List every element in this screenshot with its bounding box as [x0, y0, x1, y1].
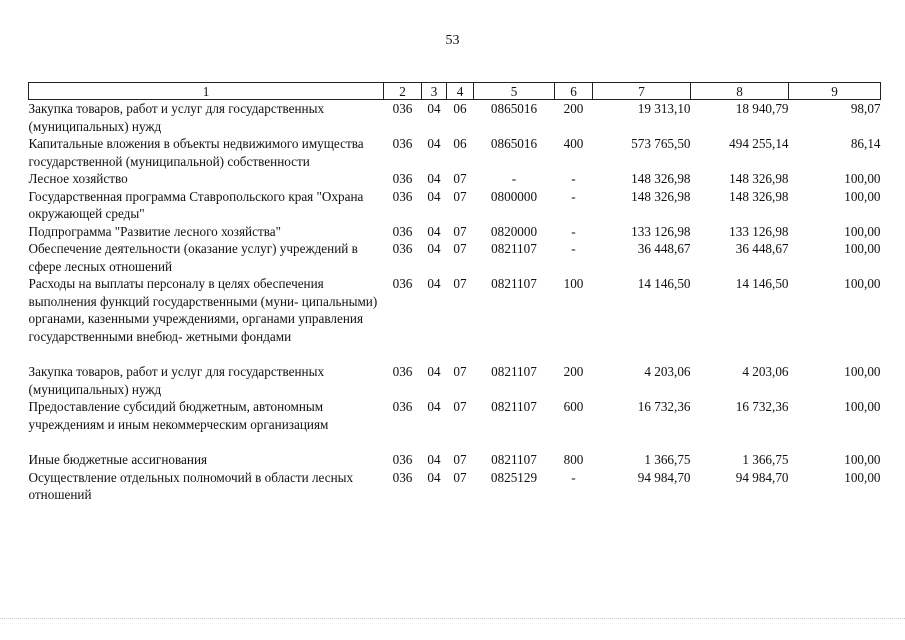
row-planned: 94 984,70	[637, 469, 691, 485]
table-row	[29, 170, 881, 188]
row-expense-type: 400	[563, 136, 584, 151]
row-section-code: 04	[427, 469, 441, 485]
col-header-7: 7	[593, 83, 691, 100]
row-expense-type: 600	[563, 399, 584, 414]
row-ministry-code: 036	[392, 136, 413, 151]
table-row	[29, 135, 881, 170]
row-section-code: 04	[427, 276, 441, 291]
row-target-code: 0825129	[490, 469, 538, 485]
col-header-8: 8	[691, 83, 789, 100]
row-percent: 100,00	[844, 223, 881, 239]
table-row	[29, 398, 881, 433]
row-target-code: 0865016	[490, 136, 538, 151]
table-row	[29, 100, 881, 136]
row-name: Закупка товаров, работ и услуг для государственных (муниципальных) нужд	[28, 101, 325, 134]
row-section-code: 04	[427, 452, 441, 467]
row-section-code: 04	[427, 223, 441, 239]
col-header-1: 1	[29, 83, 384, 100]
row-name: Государственная программа Ставропольского края "Охрана окружающей среды"	[28, 188, 364, 221]
row-ministry-code: 036	[392, 469, 413, 485]
table-row	[29, 188, 881, 223]
row-section-code: 04	[427, 188, 441, 204]
row-percent: 100,00	[844, 188, 881, 204]
row-ministry-code: 036	[392, 171, 413, 186]
row-percent: 100,00	[844, 171, 881, 186]
row-subsection-code: 06	[453, 136, 467, 151]
row-executed: 14 146,50	[735, 276, 789, 291]
row-expense-type: -	[571, 223, 576, 239]
row-expense-type: -	[571, 188, 576, 204]
row-subsection-code: 06	[453, 101, 467, 116]
row-target-code: 0800000	[490, 188, 538, 204]
col-header-2: 2	[384, 83, 422, 100]
row-planned: 148 326,98	[631, 171, 691, 186]
row-planned: 148 326,98	[631, 188, 691, 204]
row-spacer	[29, 433, 881, 451]
row-name: Обеспечение деятельности (оказание услуг) учреждений в сфере лесных отношений	[28, 241, 358, 274]
table-row	[29, 451, 881, 469]
row-expense-type: -	[571, 469, 576, 485]
col-header-4: 4	[447, 83, 474, 100]
row-planned: 36 448,67	[637, 241, 691, 256]
row-section-code: 04	[427, 136, 441, 151]
row-name: Закупка товаров, работ и услуг для государственных (муниципальных) нужд	[28, 364, 325, 397]
row-expense-type: -	[571, 171, 576, 186]
row-subsection-code: 07	[453, 223, 467, 239]
table-row	[29, 363, 881, 398]
row-subsection-code: 07	[453, 469, 467, 485]
col-header-3: 3	[422, 83, 447, 100]
row-subsection-code: 07	[453, 452, 467, 467]
row-section-code: 04	[427, 101, 441, 116]
row-percent: 100,00	[844, 276, 881, 291]
row-expense-type: 800	[563, 452, 584, 467]
row-subsection-code: 07	[453, 276, 467, 291]
row-name: Подпрограмма "Развитие лесного хозяйства"	[28, 223, 281, 239]
row-section-code: 04	[427, 399, 441, 414]
table-row	[29, 469, 881, 504]
row-target-code: -	[511, 171, 517, 186]
row-subsection-code: 07	[453, 171, 467, 186]
row-target-code: 0821107	[491, 399, 537, 414]
row-spacer	[29, 345, 881, 363]
scan-artifact-line	[0, 618, 905, 620]
row-expense-type: -	[571, 241, 576, 256]
row-executed: 94 984,70	[735, 469, 789, 485]
row-section-code: 04	[427, 171, 441, 186]
row-percent: 86,14	[850, 136, 881, 151]
page-number: 53	[445, 33, 460, 48]
row-ministry-code: 036	[392, 276, 413, 291]
row-percent: 100,00	[844, 241, 881, 256]
row-planned: 14 146,50	[637, 276, 691, 291]
row-name: Расходы на выплаты персоналу в целях обеспечения выполнения функций государственными (муни- ципальными) органами, казенными учреждениями, органами управления государственными внебюд- жетными фондами	[28, 276, 378, 344]
row-executed: 36 448,67	[735, 241, 789, 256]
table-row	[29, 223, 881, 241]
row-target-code: 0865016	[490, 101, 538, 116]
row-percent: 100,00	[844, 452, 881, 467]
row-name: Иные бюджетные ассигнования	[28, 452, 208, 467]
row-ministry-code: 036	[392, 188, 413, 204]
row-ministry-code: 036	[392, 364, 413, 379]
row-planned: 16 732,36	[637, 399, 691, 414]
row-planned: 19 313,10	[637, 101, 691, 116]
budget-table	[28, 82, 881, 504]
row-executed: 4 203,06	[742, 364, 789, 379]
col-header-9: 9	[789, 83, 881, 100]
row-subsection-code: 07	[453, 399, 467, 414]
row-percent: 100,00	[844, 469, 881, 485]
row-target-code: 0820000	[490, 223, 538, 239]
row-target-code: 0821107	[491, 364, 537, 379]
row-executed: 133 126,98	[729, 223, 789, 239]
row-name: Лесное хозяйство	[28, 171, 128, 186]
row-ministry-code: 036	[392, 241, 413, 256]
row-section-code: 04	[427, 241, 441, 256]
row-planned: 133 126,98	[631, 223, 691, 239]
row-executed: 148 326,98	[729, 171, 789, 186]
row-name: Осуществление отдельных полномочий в области лесных отношений	[28, 469, 354, 502]
col-header-5: 5	[474, 83, 555, 100]
row-subsection-code: 07	[453, 364, 467, 379]
row-executed: 18 940,79	[735, 101, 789, 116]
row-ministry-code: 036	[392, 452, 413, 467]
row-percent: 100,00	[844, 364, 881, 379]
col-header-6: 6	[555, 83, 593, 100]
row-expense-type: 200	[563, 101, 584, 116]
header-row	[29, 83, 881, 100]
table-row	[29, 275, 881, 345]
row-executed: 1 366,75	[742, 452, 789, 467]
row-planned: 1 366,75	[644, 452, 691, 467]
row-executed: 148 326,98	[729, 188, 789, 204]
row-expense-type: 100	[563, 276, 584, 291]
row-executed: 16 732,36	[735, 399, 789, 414]
row-name: Предоставление субсидий бюджетным, автономным учреждениям и иным некоммерческим организациям	[28, 399, 329, 432]
row-target-code: 0821107	[491, 241, 537, 256]
row-subsection-code: 07	[453, 241, 467, 256]
row-percent: 100,00	[844, 399, 881, 414]
row-expense-type: 200	[563, 364, 584, 379]
row-target-code: 0821107	[491, 276, 537, 291]
table-row	[29, 240, 881, 275]
row-ministry-code: 036	[392, 101, 413, 116]
row-target-code: 0821107	[491, 452, 537, 467]
row-section-code: 04	[427, 364, 441, 379]
row-planned: 4 203,06	[644, 364, 691, 379]
row-planned: 573 765,50	[631, 136, 691, 151]
row-percent: 98,07	[850, 101, 881, 116]
row-executed: 494 255,14	[729, 136, 789, 151]
row-ministry-code: 036	[392, 223, 413, 239]
row-subsection-code: 07	[453, 188, 467, 204]
row-ministry-code: 036	[392, 399, 413, 414]
row-name: Капитальные вложения в объекты недвижимого имущества государственной (муниципальной) собственности	[28, 136, 364, 169]
